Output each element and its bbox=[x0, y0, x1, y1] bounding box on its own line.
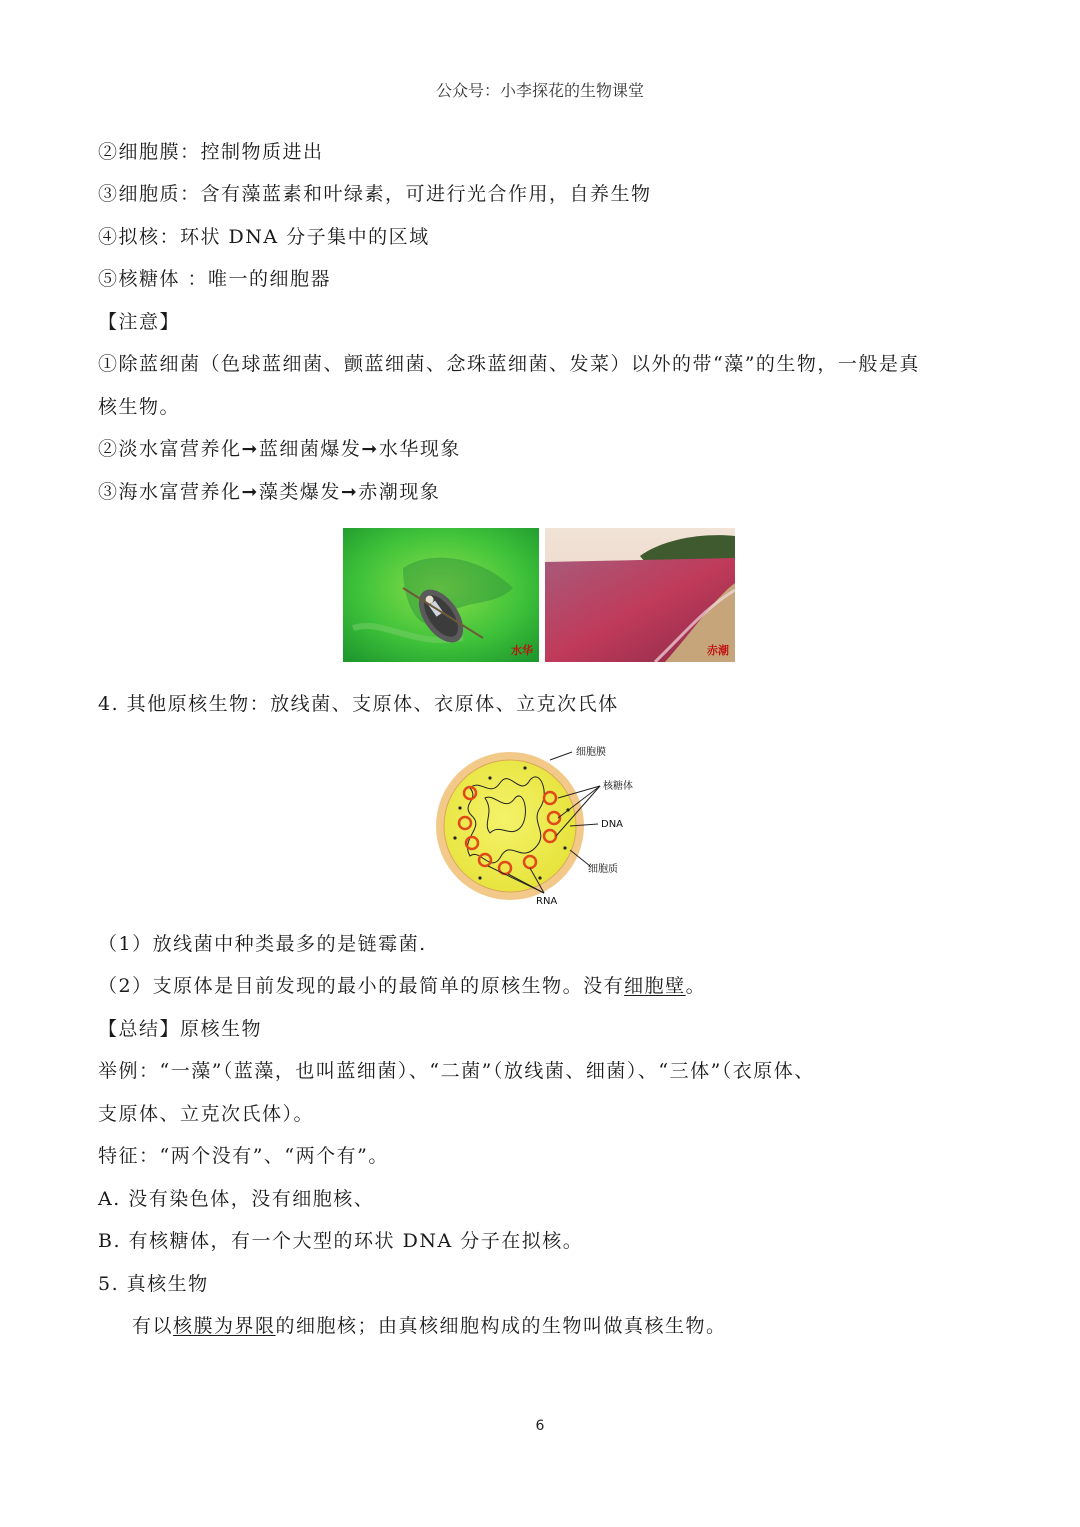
feature-line: 特征：“两个没有”、“两个有”。 bbox=[98, 1145, 389, 1167]
example-line-1: 举例：“一藻”（蓝藻，也叫蓝细菌）、“二菌”（放线菌、细菌）、“三体”（衣原体、 bbox=[98, 1060, 815, 1082]
page-header: 公众号：小李探花的生物课堂 bbox=[435, 81, 644, 100]
eu-text-end: 的细胞核；由真核细胞构成的生物叫做真核生物。 bbox=[275, 1315, 727, 1337]
red-tide-photo bbox=[545, 528, 735, 662]
text-line-cell-membrane: ②细胞膜：控制物质进出 bbox=[98, 141, 324, 163]
label-dna: DNA bbox=[601, 819, 624, 830]
point-2 bbox=[98, 974, 706, 998]
feature-a: A. 没有染色体，没有细胞核、 bbox=[98, 1188, 375, 1210]
eu-text: 有以 bbox=[132, 1315, 174, 1337]
point-2-underlined: 细胞壁 bbox=[624, 975, 686, 997]
label-cytoplasm: 细胞质 bbox=[588, 864, 618, 875]
water-bloom-image bbox=[343, 528, 539, 662]
text-line-nucleoid: ④拟核：环状 DNA 分子集中的区域 bbox=[98, 226, 430, 248]
point-1: （1）放线菌中种类最多的是链霉菌. bbox=[98, 933, 427, 955]
point-2-end: 。 bbox=[685, 975, 707, 997]
red-tide-tag: 赤潮 bbox=[707, 644, 729, 657]
note-heading: 【注意】 bbox=[98, 311, 181, 333]
photo-row bbox=[343, 528, 735, 662]
eukaryote-definition bbox=[132, 1314, 727, 1338]
label-ribosome: 核糖体 bbox=[603, 781, 633, 792]
feature-b: B. 有核糖体，有一个大型的环状 DNA 分子在拟核。 bbox=[98, 1230, 584, 1252]
water-bloom-photo bbox=[343, 528, 539, 662]
summary-heading: 【总结】原核生物 bbox=[98, 1018, 263, 1040]
eu-underlined: 核膜为界限 bbox=[173, 1315, 276, 1337]
note-item-2: ②淡水富营养化➞蓝细菌爆发➞水华现象 bbox=[98, 438, 461, 460]
example-line-2: 支原体、立克次氏体）。 bbox=[98, 1103, 315, 1125]
water-bloom-tag: 水华 bbox=[511, 644, 533, 657]
text-line-cytoplasm: ③细胞质：含有藻蓝素和叶绿素，可进行光合作用，自养生物 bbox=[98, 183, 652, 205]
section-5-heading: 5. 真核生物 bbox=[98, 1273, 209, 1295]
note-item-1: ①除蓝细菌（色球蓝细菌、颤蓝细菌、念珠蓝细菌、发菜）以外的带“藻”的生物，一般是真 bbox=[98, 353, 920, 375]
section-4-heading: 4. 其他原核生物：放线菌、支原体、衣原体、立克次氏体 bbox=[98, 693, 619, 715]
note-item-3: ③海水富营养化➞藻类爆发➞赤潮现象 bbox=[98, 481, 441, 503]
page-number: 6 bbox=[535, 1418, 545, 1434]
label-rna: RNA bbox=[536, 896, 558, 907]
prokaryote-cell-diagram bbox=[430, 738, 660, 910]
text-line-ribosome: ⑤核糖体 ：唯一的细胞器 bbox=[98, 268, 332, 290]
point-2-text: （2）支原体是目前发现的最小的最简单的原核生物。没有 bbox=[98, 975, 625, 997]
label-cell-membrane: 细胞膜 bbox=[576, 747, 606, 758]
note-item-1-cont: 核生物。 bbox=[98, 396, 181, 418]
